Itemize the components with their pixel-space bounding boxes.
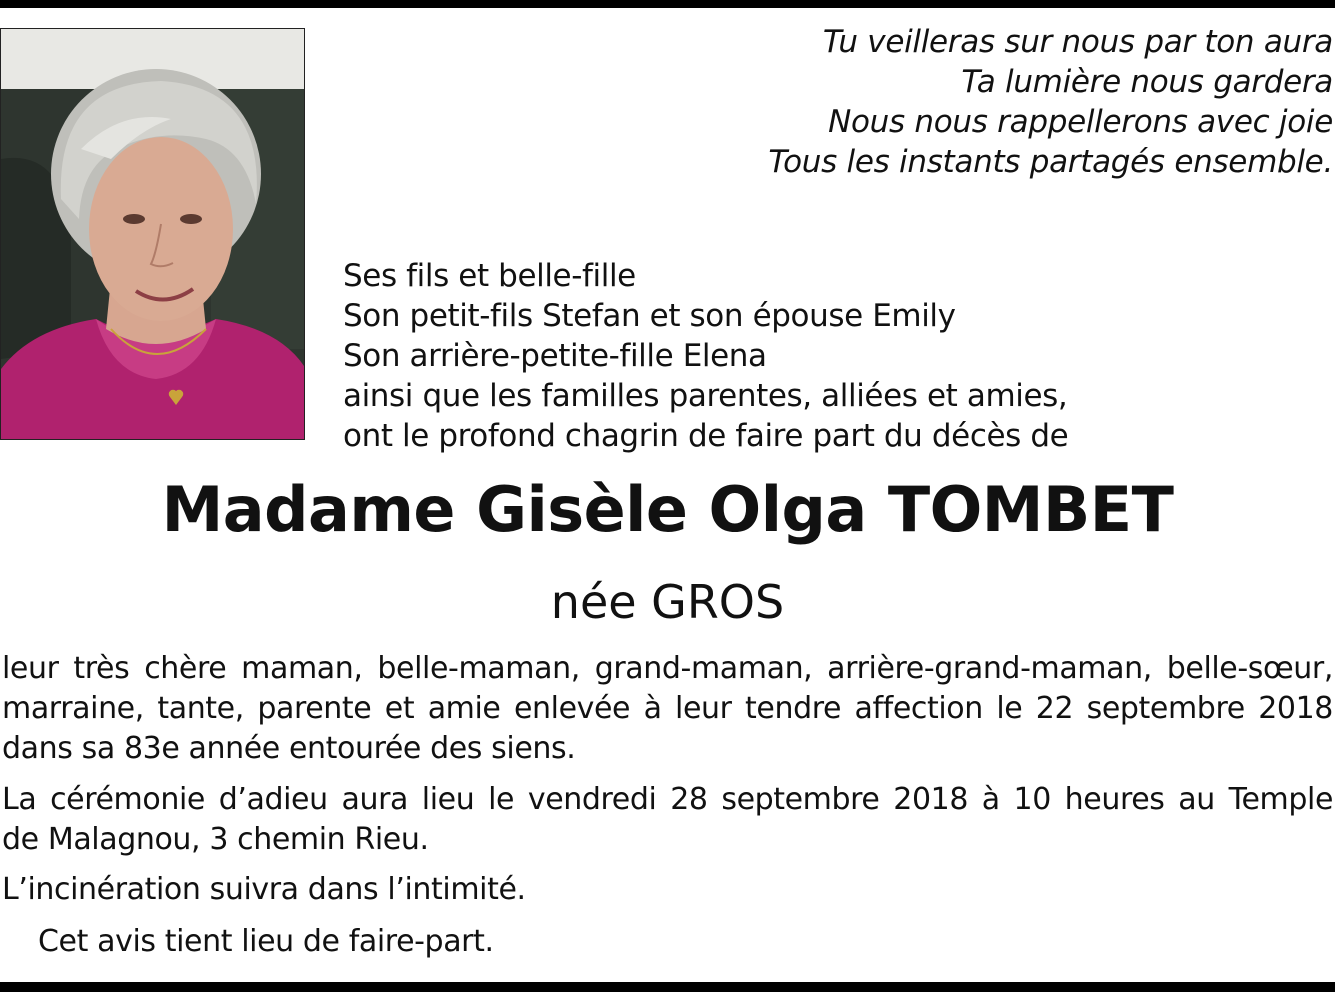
notice-paragraph xyxy=(38,922,938,962)
ceremony-paragraph xyxy=(2,780,1333,860)
poem xyxy=(633,22,1333,182)
maiden-name: née GROS xyxy=(550,575,785,629)
ceremony-line: de Malagnou, 3 chemin Rieu. xyxy=(2,822,429,857)
ceremony-line: La cérémonie d’adieu aura lieu le vendredi 28 septembre 2018 à 10 heures au Temple xyxy=(2,782,1333,817)
tribute-line: marraine, tante, parente et amie enlevée à leur tendre affection le 22 septembre 2018 xyxy=(2,691,1333,726)
top-rule xyxy=(0,0,1335,8)
tribute-paragraph xyxy=(2,649,1333,769)
family-line: ont le profond chagrin de faire part du décès de xyxy=(343,418,1069,454)
cremation-line: L’incinération suivra dans l’intimité. xyxy=(2,872,526,907)
family-line: ainsi que les familles parentes, alliées et amies, xyxy=(343,378,1068,414)
portrait-illustration xyxy=(1,29,305,440)
tribute-line: leur très chère maman, belle-maman, grand-maman, arrière-grand-maman, belle-sœur, xyxy=(2,651,1333,686)
cremation-paragraph xyxy=(2,870,1333,910)
family-line: Ses fils et belle-fille xyxy=(343,258,636,294)
poem-line: Ta lumière nous gardera xyxy=(961,64,1333,100)
tribute-line: dans sa 83e année entourée des siens. xyxy=(2,731,576,766)
poem-line: Tu veilleras sur nous par ton aura xyxy=(822,24,1333,60)
poem-line: Nous nous rappellerons avec joie xyxy=(828,104,1333,140)
deceased-name: Madame Gisèle Olga TOMBET xyxy=(161,473,1174,546)
family-line: Son petit-fils Stefan et son épouse Emily xyxy=(343,298,956,334)
portrait-photo xyxy=(0,28,305,440)
family-line: Son arrière-petite-fille Elena xyxy=(343,338,767,374)
poem-line: Tous les instants partagés ensemble. xyxy=(768,144,1333,180)
family-announcement xyxy=(343,256,1243,456)
bottom-rule xyxy=(0,982,1335,992)
notice-line: Cet avis tient lieu de faire-part. xyxy=(38,924,494,959)
